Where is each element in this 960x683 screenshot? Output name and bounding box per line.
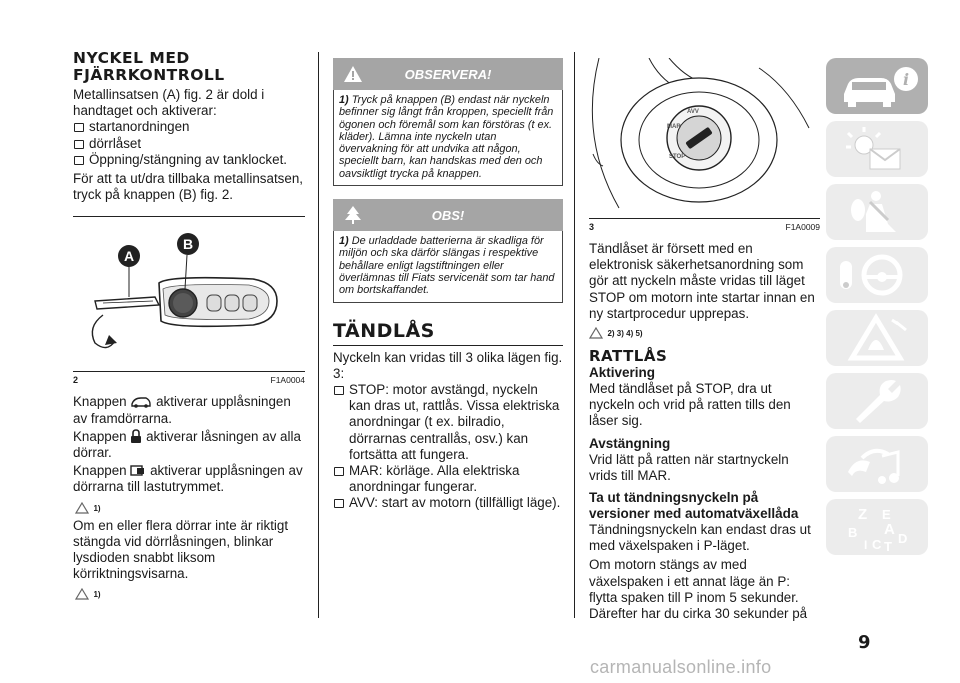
observera-title: OBSERVERA!	[404, 67, 492, 82]
svg-text:i: i	[902, 70, 910, 89]
subheading-deactivation: Avstängning	[589, 435, 671, 451]
warning-triangle-small-icon	[589, 327, 603, 339]
alphabet-index-icon	[826, 499, 928, 555]
figure-3-caption	[589, 218, 820, 232]
index-letter: A	[884, 521, 895, 538]
ignition-intro: Nyckeln kan vridas till 3 olika lägen fig. 3:	[333, 349, 563, 381]
info-reference	[75, 584, 305, 602]
obs-header	[333, 199, 563, 231]
column-3	[589, 58, 820, 622]
list-item-text: MAR: körläge. Alla elektriska anordningar fungerar.	[349, 462, 520, 495]
activation-text: Med tändlåset på STOP, dra ut nyckeln och vrid på ratten tills den låser sig.	[589, 381, 791, 429]
steering-wheel-icon	[826, 247, 928, 303]
list-item	[73, 136, 305, 152]
note-number: 1)	[339, 235, 349, 248]
observera-header	[333, 58, 563, 90]
subheading-line-1: Ta ut tändningsnyckeln på	[589, 490, 759, 506]
btn1-post: aktiverar upplåsningen av framdörrarna.	[73, 394, 291, 426]
section-heading-steering-lock: RATTLÅS	[589, 347, 668, 366]
column-divider-right	[574, 52, 575, 618]
key-intro: Metallinsatsen (A) fig. 2 är dold i handtaget och aktiverar:	[73, 87, 265, 119]
checkbox-bullet-icon	[74, 123, 84, 132]
tab-index[interactable]	[826, 499, 928, 555]
ignition-lock-illustration	[589, 58, 820, 218]
btn2-pre: Knappen	[73, 428, 127, 444]
list-item	[333, 463, 563, 495]
label-stop: STOP	[669, 154, 686, 160]
lock-all-doors-text	[73, 429, 305, 461]
checkbox-bullet-icon	[74, 156, 84, 165]
unlock-instructions: För att ta ut/dra tillbaka metallinsatsen, tryck på knappen (B) fig. 2.	[73, 171, 303, 203]
btn1-pre: Knappen	[73, 394, 127, 410]
btn3-pre: Knappen	[73, 463, 127, 479]
tab-safety[interactable]	[826, 184, 928, 240]
list-item-text: Öppning/stängning av tanklocket.	[89, 151, 288, 167]
list-item-text: STOP: motor avstängd, nyckeln kan dras ut, rattlås. Vissa elektriska anordningar (t ex. bilradio, dörrarnas centrallås, osv.) kan fortsätta att fungera.	[349, 381, 560, 462]
ignition-security-text: Tändlåset är försett med en elektronisk säkerhetsanordning som gör att nyckeln måste vridas till läget STOP om motorn inte startar innan en ny startprocedur upprepas.	[589, 241, 815, 321]
figure-code: F1A0009	[785, 222, 820, 232]
airbag-safety-icon	[826, 184, 928, 240]
column-divider-left	[318, 52, 319, 618]
heading-line-2: FJÄRRKONTROLL	[73, 66, 225, 84]
index-letter: C	[872, 537, 882, 552]
tab-dashboard[interactable]	[826, 121, 928, 177]
figure-2-caption	[73, 371, 305, 385]
key-remote-illustration	[73, 217, 305, 367]
list-item	[73, 152, 305, 168]
unlock-front-doors-icon	[130, 395, 152, 409]
warning-triangle-small-icon	[75, 502, 89, 514]
index-letter: I	[864, 538, 868, 552]
section-heading-key	[73, 50, 305, 84]
car-info-icon	[826, 58, 928, 114]
tab-multimedia[interactable]	[826, 436, 928, 492]
index-letter: T	[884, 539, 892, 554]
remove-key-text-2: Om motorn stängs av med växelspaken i ett annat läge än P: flytta spaken till P inom 5 sekunder. Därefter har du cirka 30 sekunder på	[589, 557, 808, 622]
list-item-text: startanordningen	[89, 119, 190, 135]
note-number: 1)	[339, 94, 349, 106]
list-item	[333, 495, 563, 511]
index-letter: B	[848, 525, 858, 540]
warning-reference	[75, 498, 305, 516]
ref-notes: 2) 3) 4) 5)	[607, 329, 643, 339]
figure-number: 2	[73, 375, 79, 386]
unlock-cargo-text	[73, 463, 305, 495]
btn2-post: aktiverar låsningen av alla dörrar.	[73, 428, 301, 461]
remove-key-text-1: Tändningsnyckeln kan endast dras ut med växelspaken i P-läget.	[589, 522, 811, 554]
tab-driving[interactable]	[826, 247, 928, 303]
figure-code: F1A0004	[270, 375, 305, 386]
obs-body	[333, 231, 563, 302]
index-letter: E	[882, 507, 891, 522]
unlock-cargo-icon	[130, 464, 146, 478]
label-b: B	[182, 236, 194, 253]
deactivation-text: Vrid lätt på ratten när startnyckeln vrids till MAR.	[589, 451, 789, 483]
obs-text: De urladdade batterierna är skadliga för miljön och ska därför slängas i respektive behållare enligt lagstiftningen eller överlämnas till Fiats servicenät som tar hand om bortskaffandet.	[339, 235, 555, 297]
tab-emergency[interactable]	[826, 310, 928, 366]
page-number: 9	[858, 632, 871, 653]
doors-not-closed-text: Om en eller flera dörrar inte är riktigt stängda vid dörrlåsningen, blinkar lysdioden snabbt liksom körriktningsvisarna.	[73, 517, 289, 582]
heading-line-1: NYCKEL MED	[73, 49, 190, 67]
padlock-icon	[130, 429, 142, 444]
leaf-environment-small-icon	[75, 588, 89, 600]
list-item	[333, 382, 563, 463]
list-item	[73, 119, 305, 135]
figure-3	[589, 58, 820, 218]
observera-text: Tryck på knappen (B) endast när nyckeln befinner sig långt från kroppen, speciellt från ögonen och föremål som kan förstöras (t ex. kläder). Lämna inte nyckeln utan övervakning för att undvika att någon, speciellt barn, kan handskas med den och oavsiktligt trycka på knappen.	[339, 94, 554, 180]
tab-service[interactable]	[826, 373, 928, 429]
label-a: A	[123, 248, 135, 265]
subheading-remove-key	[589, 490, 820, 522]
observera-body	[333, 90, 563, 186]
subheading-line-2: versioner med automatväxellåda	[589, 506, 799, 522]
column-1	[73, 50, 305, 602]
label-mar: MAR	[667, 124, 681, 130]
checkbox-bullet-icon	[334, 386, 344, 395]
checkbox-bullet-icon	[334, 467, 344, 476]
tab-car-info[interactable]	[826, 58, 928, 114]
list-item-text: dörrlåset	[89, 135, 142, 151]
checkbox-bullet-icon	[334, 499, 344, 508]
figure-2	[73, 216, 305, 371]
warning-triangle-icon	[826, 310, 928, 366]
index-letter: Z	[858, 506, 868, 523]
subheading-activation: Aktivering	[589, 365, 656, 381]
unlock-front-doors-text	[73, 394, 305, 426]
figure-number: 3	[589, 222, 595, 232]
wrench-service-icon	[826, 373, 928, 429]
ref-note: 1)	[93, 590, 101, 600]
obs-title: OBS!	[431, 208, 465, 224]
list-item-text: AVV: start av motorn (tillfälligt läge).	[349, 495, 561, 511]
btn3-post: aktiverar upplåsningen av dörrarna till lastutrymmet.	[73, 463, 303, 495]
chapter-tabs	[826, 58, 928, 562]
ref-note: 1)	[93, 503, 101, 513]
column-2	[333, 58, 563, 512]
section-heading-ignition: TÄNDLÅS	[333, 320, 563, 346]
checkbox-bullet-icon	[74, 140, 84, 149]
label-avv: AVV	[687, 109, 699, 115]
warning-reference	[589, 323, 820, 341]
media-music-icon	[826, 436, 928, 492]
index-letter: D	[898, 531, 908, 546]
watermark[interactable]: carmanualsonline.info	[590, 657, 772, 677]
dashboard-warning-icon	[826, 121, 928, 177]
